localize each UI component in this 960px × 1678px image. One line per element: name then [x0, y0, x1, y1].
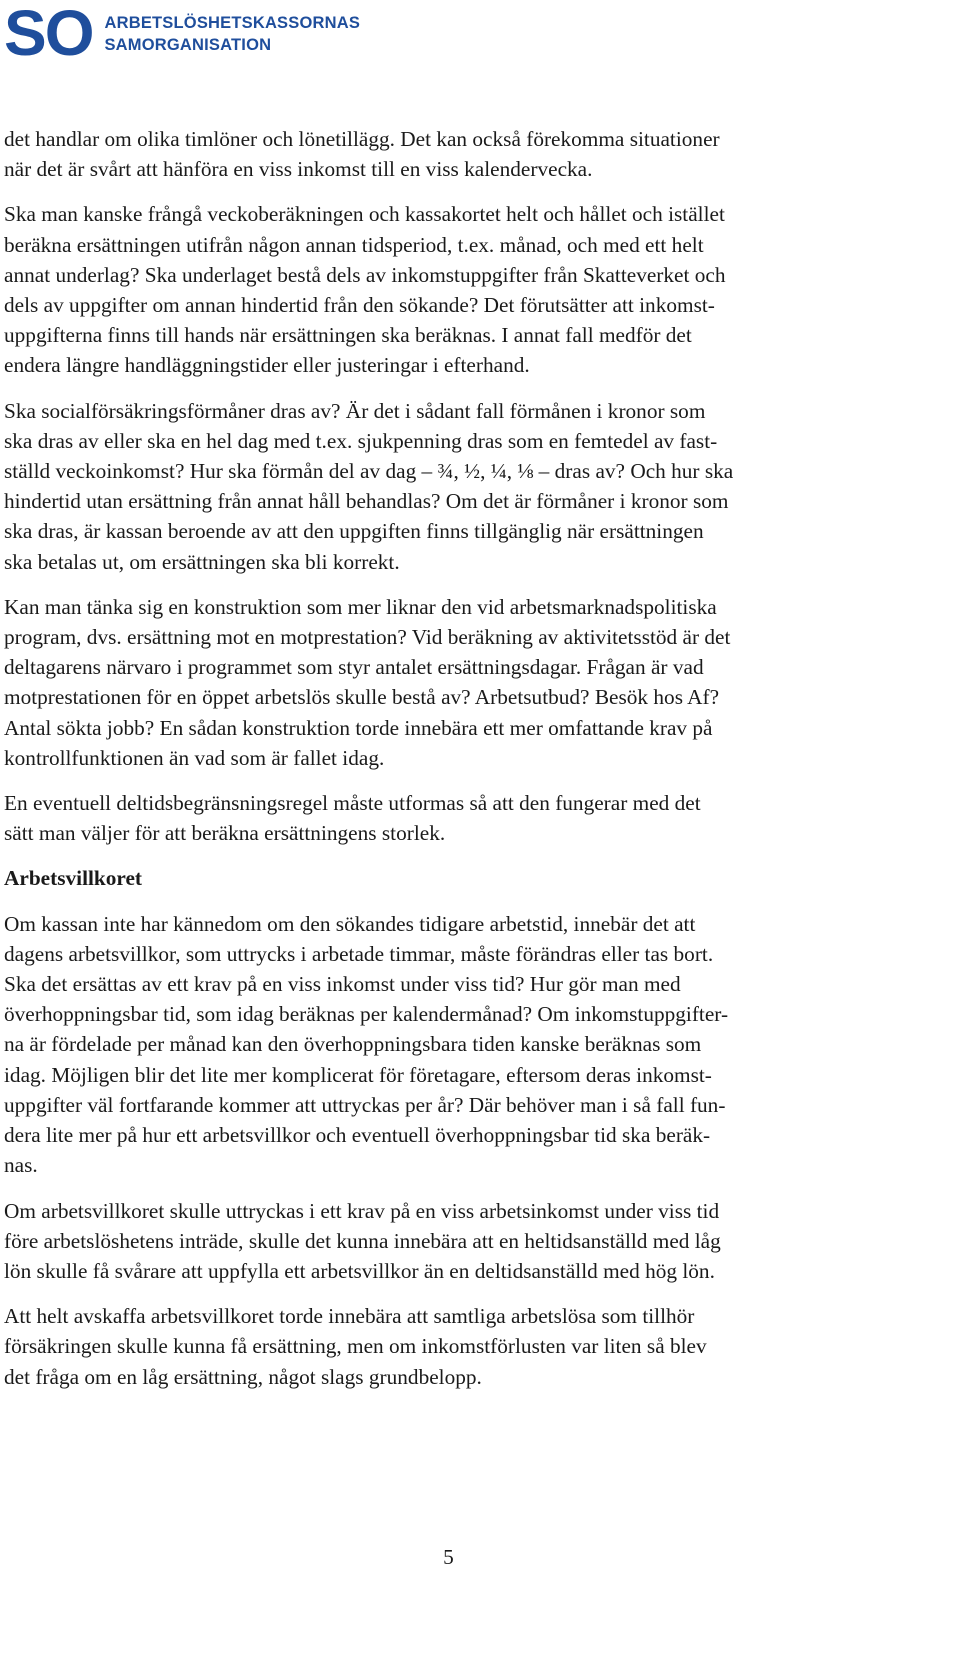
text-line: sätt man väljer för att beräkna ersättningens storlek.	[4, 821, 446, 846]
paragraph	[4, 788, 934, 848]
page-number: 5	[443, 1545, 454, 1569]
text-line: nas.	[4, 1153, 38, 1178]
text-line: Ska man kanske frångå veckoberäkningen och kassakortet helt och hållet och istället	[4, 202, 725, 227]
text-line: Ska det ersättas av ett krav på en viss inkomst under viss tid? Hur gör man med	[4, 972, 681, 997]
text-line: Om kassan inte har kännedom om den sökandes tidigare arbetstid, innebär det att	[4, 911, 696, 936]
paragraph	[4, 199, 934, 380]
section-heading: Arbetsvillkoret	[4, 866, 143, 891]
paragraph	[4, 909, 934, 1181]
paragraph	[4, 1301, 934, 1392]
text-line: beräkna ersättningen utifrån någon annan tidsperiod, t.ex. månad, och med ett helt	[4, 232, 704, 257]
text-line: dels av uppgifter om annan hindertid från den sökande? Det förutsätter att inkomst-	[4, 293, 715, 318]
text-line: na är fördelade per månad kan den överhoppningsbara tiden kanske beräknas som	[4, 1032, 702, 1057]
document-body	[4, 124, 934, 1407]
text-line: överhoppningsbar tid, som idag beräknas per kalendermånad? Om inkomstuppgifter-	[4, 1002, 729, 1027]
section-intro	[4, 124, 934, 848]
text-line: hindertid utan ersättning från annat håll behandlas? Om det är förmåner i kronor som	[4, 489, 729, 514]
text-line: dera lite mer på hur ett arbetsvillkor och eventuell överhoppningsbar tid ska beräk-	[4, 1123, 711, 1148]
text-line: ska dras av eller ska en hel dag med t.ex. sjukpenning dras som en femtedel av fast-	[4, 428, 718, 453]
text-line: idag. Möjligen blir det lite mer komplicerat för företagare, eftersom deras inkomst-	[4, 1062, 712, 1087]
text-line: uppgifter väl fortfarande kommer att uttryckas per år? Där behöver man i så fall fun-	[4, 1092, 726, 1117]
text-line: annat underlag? Ska underlaget bestå dels av inkomstuppgifter från Skatteverket och	[4, 262, 726, 287]
text-line: försäkringen skulle kunna få ersättning, men om inkomstförlusten var liten så blev	[4, 1334, 707, 1359]
text-line: det handlar om olika timlöner och lönetillägg. Det kan också förekomma situationer	[4, 127, 720, 151]
paragraph	[4, 1196, 934, 1287]
text-line: motprestationen för en öppet arbetslös skulle bestå av? Arbetsutbud? Besök hos Af?	[4, 685, 720, 710]
logo-wordmark	[104, 10, 360, 56]
organization-logo	[4, 0, 361, 69]
text-line: kontrollfunktionen än vad som är fallet idag.	[4, 745, 385, 770]
text-line: Kan man tänka sig en konstruktion som mer liknar den vid arbetsmarknadspolitiska	[4, 594, 717, 619]
paragraph	[4, 396, 934, 577]
text-line: lön skulle få svårare att uppfylla ett arbetsvillkor än en deltidsanställd med hög lön.	[4, 1258, 715, 1283]
text-line: före arbetslöshetens inträde, skulle det kunna innebära att en heltidsanställd med låg	[4, 1228, 721, 1253]
text-line: när det är svårt att hänföra en viss inkomst till en viss kalendervecka.	[4, 157, 593, 182]
text-line: ställd veckoinkomst? Hur ska förmån del av dag – ¾, ½, ¼, ⅛ – dras av? Och hur ska	[4, 459, 734, 484]
text-line: dagens arbetsvillkor, som uttrycks i arbetade timmar, måste förändras eller tas bort.	[4, 941, 714, 966]
paragraph	[4, 124, 934, 184]
text-line: Om arbetsvillkoret skulle uttryckas i ett krav på en viss arbetsinkomst under viss tid	[4, 1198, 720, 1223]
text-line: Ska socialförsäkringsförmåner dras av? Är det i sådant fall förmånen i kronor som	[4, 398, 706, 423]
text-line: deltagarens närvaro i programmet som styr antalet ersättningsdagar. Frågan är vad	[4, 655, 704, 680]
text-line: det fråga om en låg ersättning, något slags grundbelopp.	[4, 1364, 482, 1389]
logo-line-1: ARBETSLÖSHETSKASSORNAS	[104, 14, 361, 32]
text-line: Att helt avskaffa arbetsvillkoret torde innebära att samtliga arbetslösa som tillhör	[4, 1304, 695, 1329]
text-line: ska dras, är kassan beroende av att den uppgiften finns tillgänglig när ersättningen	[4, 519, 704, 544]
section-arbetsvillkoret	[4, 909, 934, 1392]
text-line: ska betalas ut, om ersättningen ska bli korrekt.	[4, 549, 400, 574]
text-line: uppgifterna finns till hands när ersättningen ska beräknas. I annat fall medför det	[4, 323, 692, 348]
text-line: Antal sökta jobb? En sådan konstruktion torde innebära ett mer omfattande krav på	[4, 715, 713, 740]
text-line: En eventuell deltidsbegränsningsregel måste utformas så att den fungerar med det	[4, 791, 701, 816]
paragraph	[4, 592, 934, 773]
text-line: endera längre handläggningstider eller justeringar i efterhand.	[4, 353, 530, 378]
logo-line-2: SAMORGANISATION	[104, 36, 272, 54]
logo-mark: SO	[4, 0, 93, 69]
text-line: program, dvs. ersättning mot en motprestation? Vid beräkning av aktivitetsstöd är det	[4, 625, 731, 650]
